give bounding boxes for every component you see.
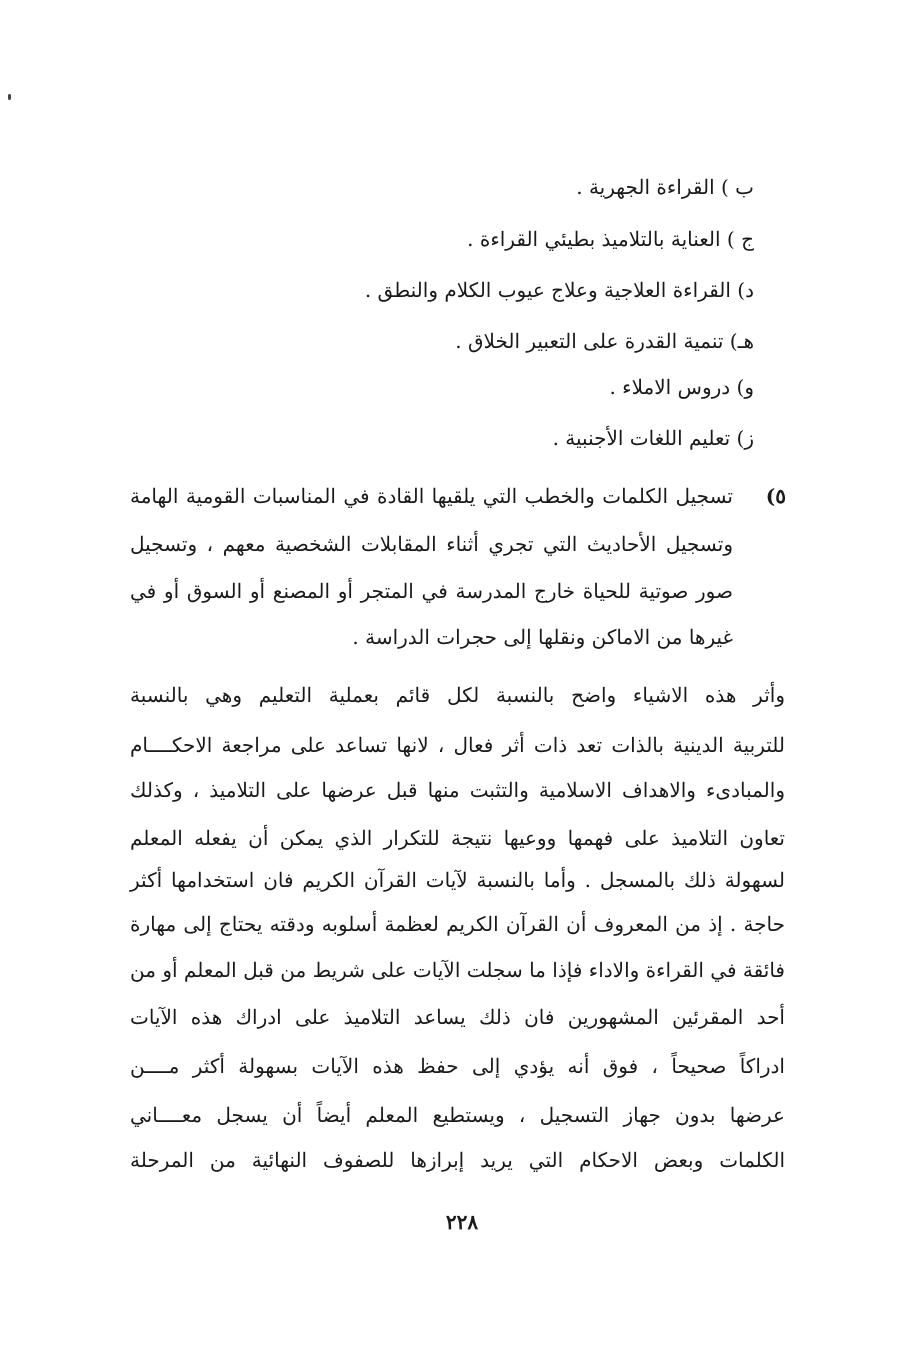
- list-item-d: د) القراءة العلاجية وعلاج عيوب الكلام والنطق .: [364, 278, 754, 302]
- paragraph-line: عرضها بدون جهاز التسجيل ، ويستطيع المعلم أيضاً أن يسجل معــــاني: [130, 1103, 785, 1127]
- list-item-b: ب ) القراءة الجهرية .: [576, 175, 754, 199]
- item5-line: صور صوتية للحياة خارج المدرسة في المتجر أو المصنع أو السوق أو في: [130, 579, 733, 603]
- paragraph-line: وأثر هذه الاشياء واضح بالنسبة لكل قائم بعملية التعليم وهي بالنسبة: [130, 683, 785, 707]
- item5-line: تسجيل الكلمات والخطب التي يلقيها القادة في المناسبات القومية الهامة: [130, 484, 733, 508]
- paragraph-line: حاجة . إذ من المعروف أن القرآن الكريم لعظمة أسلوبه ودقته يحتاج إلى مهارة: [130, 912, 785, 936]
- item5-line: غيرها من الاماكن ونقلها إلى حجرات الدراسة .: [352, 625, 733, 649]
- list-item-z: ز) تعليم اللغات الأجنبية .: [552, 426, 754, 450]
- list-item-j: ج ) العناية بالتلاميذ بطيئي القراءة .: [467, 227, 754, 251]
- paragraph-line: لسهولة ذلك بالمسجل . وأما بالنسبة لآيات القرآن الكريم فان استخدامها أكثر: [130, 868, 785, 892]
- item-number: ٥): [765, 484, 786, 508]
- paragraph-line: الكلمات وبعض الاحكام التي يريد إبرازها للصفوف النهائية من المرحلة: [130, 1148, 785, 1172]
- paragraph-line: فائقة في القراءة والاداء فإذا ما سجلت الآيات على شريط من قبل المعلم أو من: [130, 958, 785, 982]
- scan-speck: [8, 94, 11, 100]
- paragraph-line: تعاون التلاميذ على فهمها ووعيها نتيجة للتكرار الذي يمكن أن يفعله المعلم: [130, 826, 785, 850]
- page-number: ٢٢٨: [445, 1210, 479, 1234]
- list-item-h: هـ) تنمية القدرة على التعبير الخلاق .: [455, 329, 754, 353]
- list-item-w: و) دروس الاملاء .: [609, 375, 754, 399]
- paragraph-line: أحد المقرئين المشهورين فان ذلك يساعد التلاميذ على ادراك هذه الآيات: [130, 1005, 785, 1029]
- paragraph-line: ادراكاً صحيحاً ، فوق أنه يؤدي إلى حفظ هذه الآيات بسهولة أكثر مــــن: [130, 1054, 785, 1078]
- paragraph-line: للتربية الدينية بالذات تعد ذات أثر فعال ، لانها تساعد على مراجعة الاحكــــام: [130, 733, 785, 757]
- paragraph-line: والمبادىء والاهداف الاسلامية والتثبت منها قبل عرضها على التلاميذ ، وكذلك: [130, 778, 785, 802]
- item5-line: وتسجيل الأحاديث التي تجري أثناء المقابلات الشخصية معهم ، وتسجيل: [130, 532, 734, 556]
